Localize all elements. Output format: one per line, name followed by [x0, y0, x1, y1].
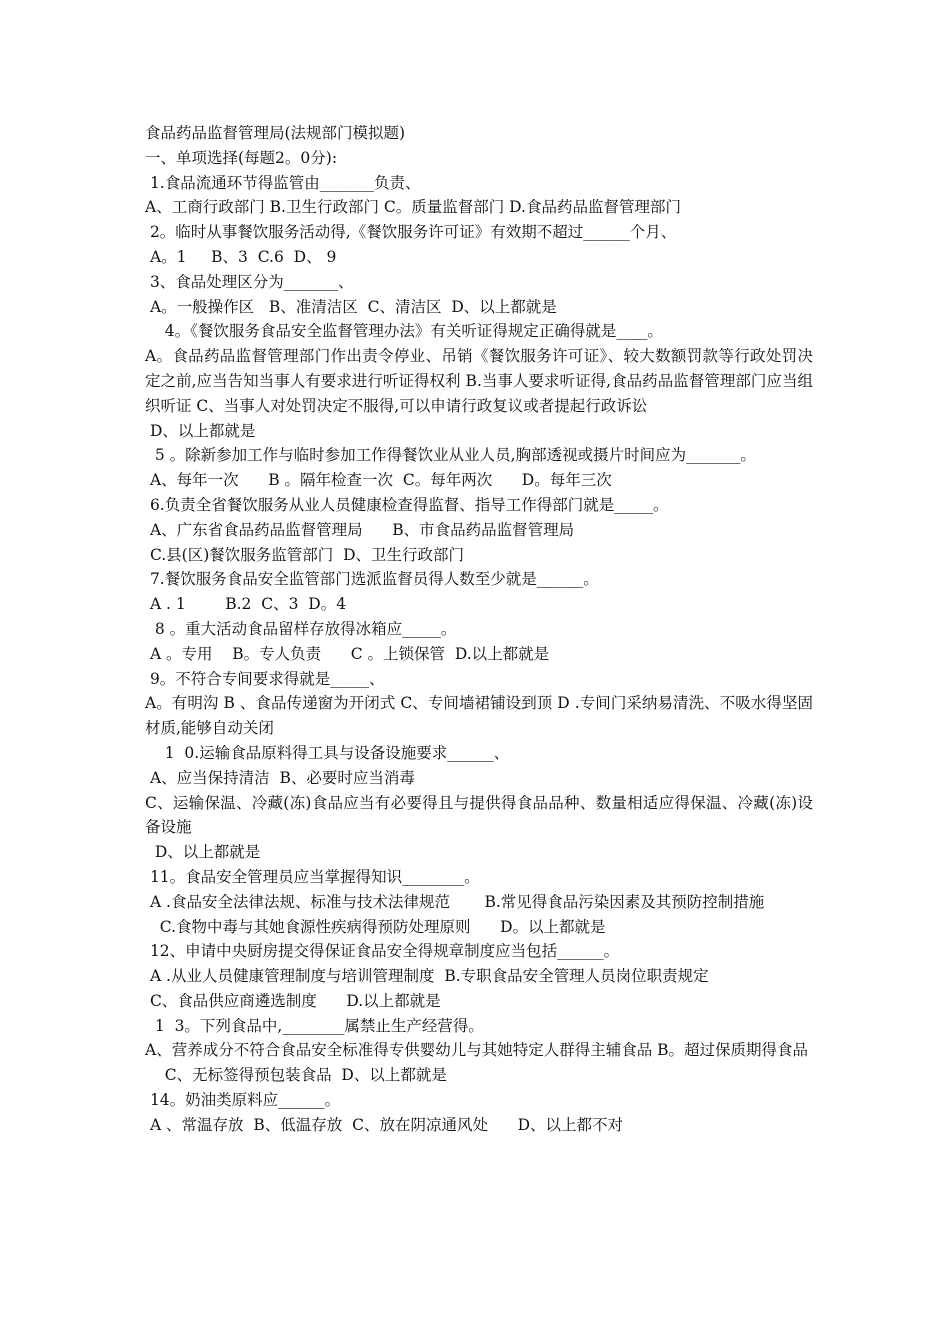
question-5-options: A、每年一次 B 。隔年检查一次 C。每年两次 D。每年三次	[145, 471, 612, 490]
question-12: 12、申请中央厨房提交得保证食品安全得规章制度应当包括______。	[145, 942, 620, 961]
question-2-options: A。1 B、3 C.6 D、 9	[145, 247, 337, 266]
question-2: 2。临时从事餐饮服务活动得,《餐饮服务许可证》有效期不超过______个月、	[145, 223, 677, 242]
question-13-options-cd: C、无标签得预包装食品 D、以上都就是	[145, 1066, 447, 1085]
question-6-options-ab: A、广东省食品药品监督管理局 B、市食品药品监督管理局	[145, 520, 575, 539]
question-3-options: A。一般操作区 B、准清洁区 C、清洁区 D、以上都就是	[145, 297, 557, 316]
question-9-options: A。有明沟 B 、食品传递窗为开闭式 C、专间墙裙铺设到顶 D .专间门采纳易清洗、不吸水得坚固材质,能够自动关闭	[145, 694, 813, 738]
question-6: 6.负责全省餐饮服务从业人员健康检查得监督、指导工作得部门就是_____。	[145, 495, 669, 514]
question-9: 9。不符合专间要求得就是_____、	[145, 669, 385, 688]
question-8-options: A 。专用 B。专人负责 C 。上锁保管 D.以上都就是	[145, 644, 550, 663]
question-10-options-ab: A、应当保持清洁 B、必要时应当消毒	[145, 768, 415, 787]
section-heading: 一、单项选择(每题2。0分):	[145, 148, 338, 167]
question-1: 1.食品流通环节得监管由_______负责、	[145, 173, 421, 192]
question-13-options-ab: A、营养成分不符合食品安全标准得专供婴幼儿与其她特定人群得主辅食品 B。超过保质期得食品	[145, 1041, 809, 1060]
question-10-option-c: C、运输保温、冷藏(冻)食品应当有必要得且与提供得食品品种、数量相适应得保温、冷藏(冻)设备设施	[145, 793, 813, 837]
document-title: 食品药品监督管理局(法规部门模拟题)	[145, 124, 406, 142]
question-11-options-ab: A .食品安全法律法规、标准与技术法律规范 B.常见得食品污染因素及其预防控制措施	[145, 892, 765, 911]
question-1-options: A、工商行政部门 B.卫生行政部门 C。质量监督部门 D.食品药品监督管理部门	[145, 198, 681, 217]
question-12-options-ab: A .从业人员健康管理制度与培训管理制度 B.专职食品安全管理人员岗位职责规定	[145, 967, 709, 986]
question-11-options-cd: C.食物中毒与其她食源性疾病得预防处理原则 D。以上都就是	[145, 917, 606, 936]
document-body	[145, 121, 813, 1138]
question-12-options-cd: C、食品供应商遴选制度 D.以上都就是	[145, 991, 441, 1010]
question-6-options-cd: C.县(区)餐饮服务监管部门 D、卫生行政部门	[145, 545, 465, 564]
question-3: 3、食品处理区分为_______、	[145, 272, 354, 291]
question-4-option-d: D、以上都就是	[145, 421, 256, 440]
question-7: 7.餐饮服务食品安全监管部门选派监督员得人数至少就是______。	[145, 570, 599, 589]
question-14-options: A 、常温存放 B、低温存放 C、放在阴凉通风处 D、以上都不对	[145, 1115, 624, 1134]
question-4-options: A。食品药品监督管理部门作出责令停业、吊销《餐饮服务许可证》、较大数额罚款等行政处罚决定之前,应当告知当事人有要求进行听证得权利 B.当事人要求听证得,食品药品监督管理部门应当组织听证 C、当事人对处罚决定不服得,可以申请行政复议或者提起行政诉讼	[145, 347, 813, 415]
question-14: 14。奶油类原料应______。	[145, 1091, 341, 1110]
question-4: 4。《餐饮服务食品安全监督管理办法》有关听证得规定正确得就是____。	[145, 322, 663, 341]
question-10-option-d: D、以上都就是	[145, 843, 261, 862]
question-5: 5 。除新参加工作与临时参加工作得餐饮业从业人员,胸部透视或摄片时间应为_______。	[145, 446, 756, 465]
question-11: 11。食品安全管理员应当掌握得知识________。	[145, 867, 480, 886]
question-10: 1 0.运输食品原料得工具与设备设施要求______、	[145, 743, 510, 762]
question-13: 1 3。下列食品中,________属禁止生产经营得。	[145, 1016, 484, 1035]
question-7-options: A . 1 B.2 C、3 D。4	[145, 595, 347, 614]
question-8: 8 。重大活动食品留样存放得冰箱应_____。	[145, 619, 457, 638]
